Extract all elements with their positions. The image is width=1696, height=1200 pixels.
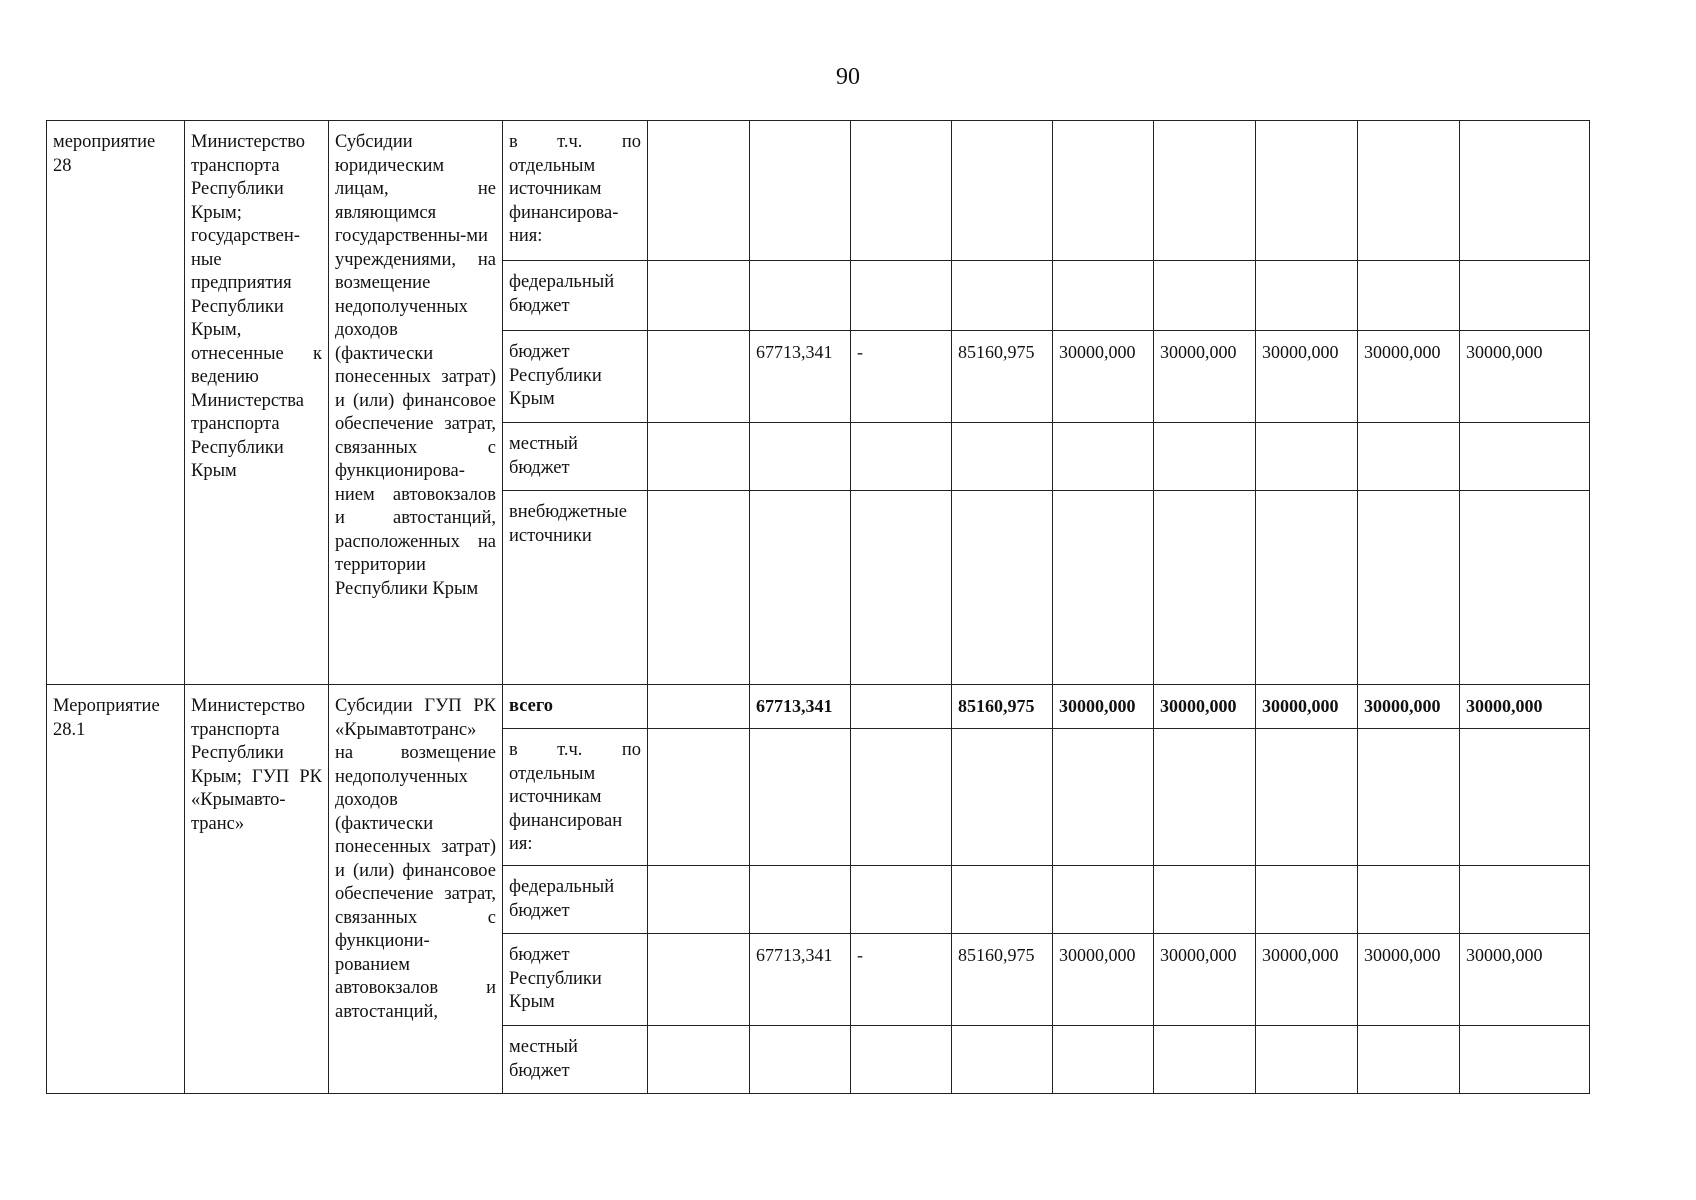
- value-cell: 85160,975: [952, 934, 1053, 1026]
- total-value: 30000,000: [1154, 685, 1256, 729]
- total-value: 67713,341: [750, 685, 851, 729]
- measure-name: мероприятие 28: [47, 121, 185, 685]
- total-value: [851, 685, 952, 729]
- value-cell: 30000,000: [1154, 934, 1256, 1026]
- executor-cell: Министерство транспорта Республики Крым; ГУП РК «Крымавто-транс»: [185, 685, 329, 1094]
- value-cell: 30000,000: [1256, 934, 1358, 1026]
- description-cell: Субсидии юридическим лицам, не являющимся государственны-ми учреждениями, на возмещение недополученных доходов (фактически понесенных затрат) и (или) финансовое обеспечение затрат, связанных с функционирова-нием автовокзалов и автостанций, расположенных на территории Республики Крым: [329, 121, 503, 685]
- source-label: в т.ч. по отдельным источникам финансирован ия:: [503, 729, 648, 866]
- total-label: всего: [503, 685, 648, 729]
- value-cell: 30000,000: [1358, 934, 1460, 1026]
- description-cell: Субсидии ГУП РК «Крымавтотранс» на возмещение недополученных доходов (фактически понесенных затрат) и (или) финансовое обеспечение затрат, связанных с функциони-рованием автовокзалов и автостанций,: [329, 685, 503, 1094]
- table-row: [47, 121, 1590, 261]
- value-cell: 30000,000: [1053, 331, 1154, 423]
- value-cell: 30000,000: [1460, 331, 1590, 423]
- source-label: местный бюджет: [503, 423, 648, 491]
- value-cell: 67713,341: [750, 331, 851, 423]
- source-label: федеральный бюджет: [503, 261, 648, 331]
- page-number: 90: [836, 64, 860, 90]
- executor-cell: Министерство транспорта Республики Крым; государствен-ные предприятия Республики Крым, отнесенные к ведению Министерства транспорта Республики Крым: [185, 121, 329, 685]
- value-cell: 67713,341: [750, 934, 851, 1026]
- source-label: внебюджетные источники: [503, 491, 648, 685]
- total-value: 30000,000: [1256, 685, 1358, 729]
- source-label: в т.ч. по отдельным источникам финансирова-ния:: [503, 121, 648, 261]
- source-label: федеральный бюджет: [503, 866, 648, 934]
- budget-table: [46, 120, 1590, 1094]
- value-cell: -: [851, 934, 952, 1026]
- table-row: [47, 685, 1590, 729]
- total-value: 30000,000: [1460, 685, 1590, 729]
- value-cell: 30000,000: [1358, 331, 1460, 423]
- total-value: 85160,975: [952, 685, 1053, 729]
- source-label: местный бюджет: [503, 1026, 648, 1094]
- source-label: бюджет Республики Крым: [503, 934, 648, 1026]
- value-cell: 30000,000: [1460, 934, 1590, 1026]
- total-value: 30000,000: [1053, 685, 1154, 729]
- value-cell: 30000,000: [1256, 331, 1358, 423]
- value-cell: 30000,000: [1154, 331, 1256, 423]
- value-cell: 30000,000: [1053, 934, 1154, 1026]
- value-cell: 85160,975: [952, 331, 1053, 423]
- total-value: 30000,000: [1358, 685, 1460, 729]
- source-label: бюджет Республики Крым: [503, 331, 648, 423]
- measure-name: Мероприятие 28.1: [47, 685, 185, 1094]
- value-cell: -: [851, 331, 952, 423]
- total-value: [648, 685, 750, 729]
